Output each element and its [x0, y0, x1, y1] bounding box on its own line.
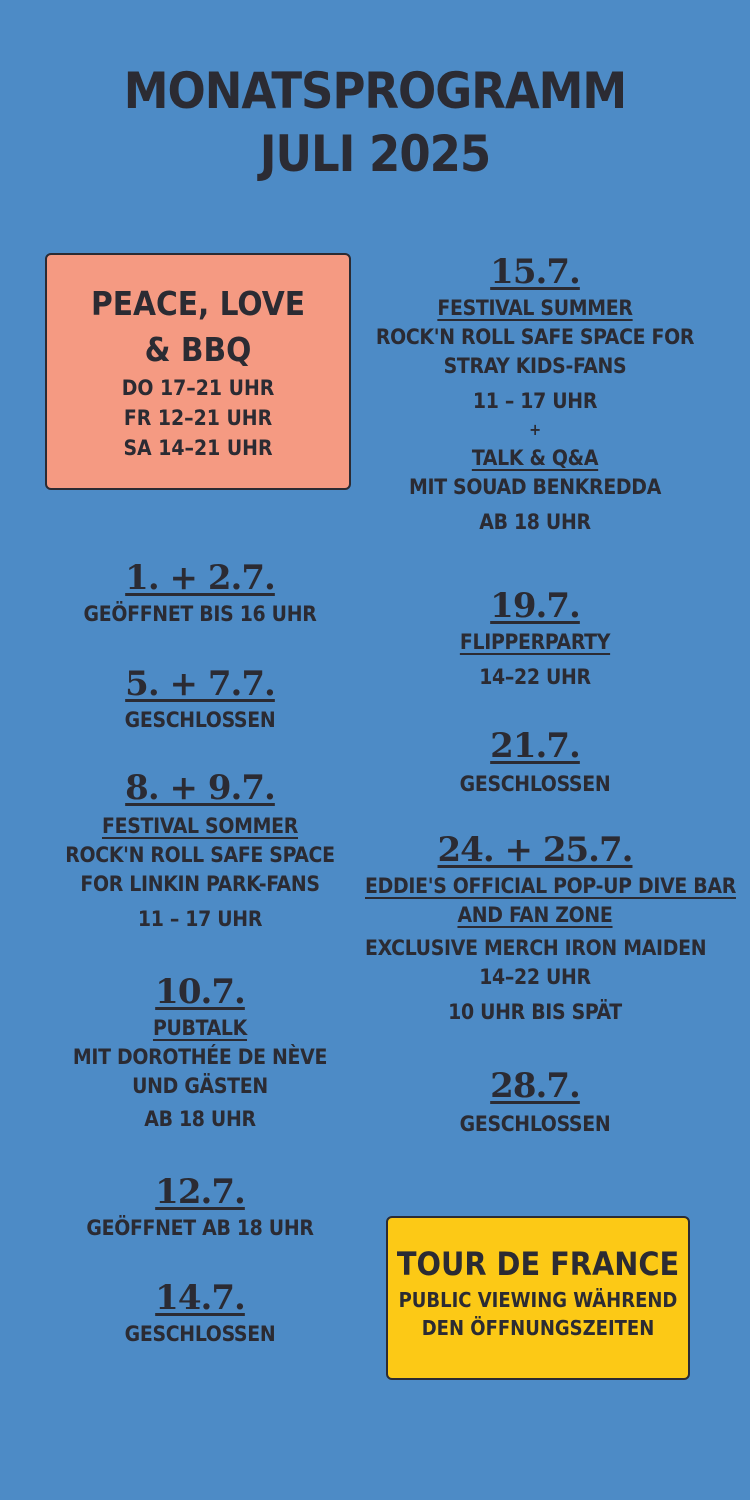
bbq-event-box [45, 253, 351, 490]
event-line: GESCHLOSSEN [459, 1112, 611, 1136]
event-28-july [365, 1066, 705, 1139]
tour-title: TOUR DE FRANCE [396, 1245, 680, 1283]
event-date: 28.7. [490, 1066, 580, 1106]
event-date: 8. + 9.7. [125, 768, 275, 808]
event-time-2: AB 18 UHR [479, 510, 591, 534]
event-21-july [365, 726, 705, 799]
event-heading: PUBTALK [152, 1016, 248, 1040]
event-line: GEÖFFNET BIS 16 UHR [83, 602, 317, 626]
event-heading: EDDIE'S OFFICIAL POP-UP DIVE BAR [365, 874, 736, 898]
event-line: GESCHLOSSEN [459, 772, 611, 796]
event-date: 12.7. [155, 1172, 245, 1212]
event-heading: FLIPPERPARTY [459, 630, 611, 654]
tour-line: PUBLIC VIEWING WÄHREND [398, 1288, 678, 1312]
title-line-2: JULI 2025 [259, 125, 491, 183]
event-line: 14–22 UHR [479, 965, 591, 989]
event-time: 14–22 UHR [479, 665, 591, 689]
title-line-1: MONATSPROGRAMM [123, 62, 627, 120]
event-12-july [50, 1172, 350, 1243]
event-date: 10.7. [155, 972, 245, 1012]
plus-separator: + [529, 420, 541, 439]
event-date: 5. + 7.7. [125, 664, 275, 704]
event-8-9-july [50, 768, 350, 934]
event-date: 24. + 25.7. [437, 830, 633, 870]
event-heading-2: TALK & Q&A [471, 446, 599, 470]
bbq-time-fr: FR 12–21 UHR [123, 406, 273, 430]
event-24-25-july [365, 830, 736, 1027]
event-date: 1. + 2.7. [125, 558, 275, 598]
bbq-title-line-1: PEACE, LOVE [90, 284, 306, 323]
event-1-2-july [50, 558, 350, 629]
event-5-7-july [50, 664, 350, 735]
event-heading: AND FAN ZONE [457, 903, 613, 927]
event-line: STRAY KIDS-FANS [443, 354, 627, 378]
event-line: ROCK'N ROLL SAFE SPACE [65, 843, 335, 867]
event-14-july [50, 1278, 350, 1349]
event-19-july [365, 586, 705, 692]
tour-line: DEN ÖFFNUNGSZEITEN [421, 1316, 655, 1340]
event-10-july [50, 972, 350, 1134]
event-line: ROCK'N ROLL SAFE SPACE FOR [375, 325, 695, 349]
event-line: GESCHLOSSEN [124, 1322, 276, 1346]
event-heading: FESTIVAL SOMMER [101, 814, 298, 838]
bbq-time-do: DO 17–21 UHR [121, 376, 275, 400]
event-date: 15.7. [490, 252, 580, 292]
event-date: 14.7. [155, 1278, 245, 1318]
event-line: EXCLUSIVE MERCH IRON MAIDEN [365, 936, 707, 960]
event-time: 11 – 17 UHR [472, 389, 598, 413]
bbq-title-line-2: & BBQ [144, 330, 252, 369]
tour-de-france-box [386, 1216, 690, 1380]
event-line: GESCHLOSSEN [124, 708, 276, 732]
event-line: MIT SOUAD BENKREDDA [408, 475, 662, 499]
event-time: AB 18 UHR [144, 1107, 256, 1131]
event-line: GEÖFFNET AB 18 UHR [86, 1216, 314, 1240]
event-heading: FESTIVAL SUMMER [437, 296, 633, 320]
event-line: MIT DOROTHÉE DE NÈVE [72, 1045, 328, 1069]
page-title [0, 60, 750, 186]
bbq-time-sa: SA 14–21 UHR [123, 436, 273, 460]
event-15-july [365, 252, 705, 537]
event-line: FOR LINKIN PARK-FANS [80, 872, 320, 896]
event-date: 19.7. [490, 586, 580, 626]
event-date: 21.7. [490, 726, 580, 766]
event-time: 10 UHR BIS SPÄT [448, 1000, 622, 1024]
event-line: UND GÄSTEN [132, 1074, 268, 1098]
event-time: 11 – 17 UHR [137, 907, 263, 931]
